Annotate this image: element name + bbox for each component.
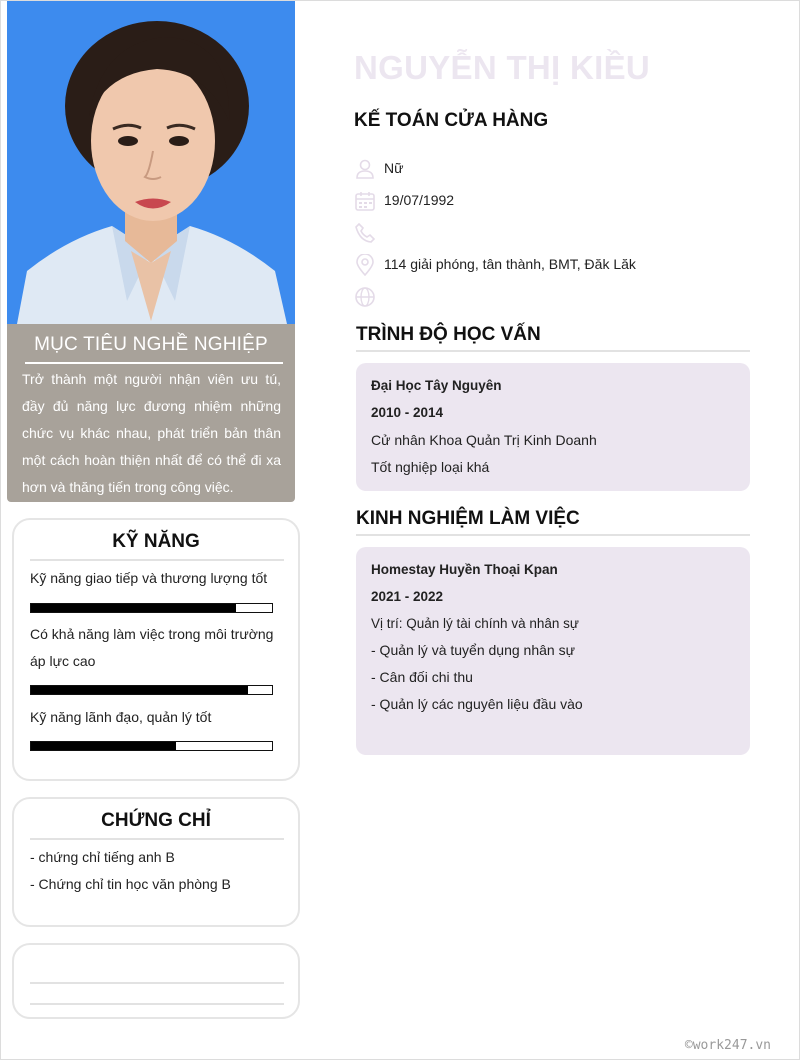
- gender-value: Nữ: [384, 160, 404, 176]
- skill-level-bar: [30, 603, 273, 613]
- skill-label: Kỹ năng giao tiếp và thương lượng tốt: [30, 570, 268, 586]
- watermark: ©work247.vn: [684, 1038, 771, 1053]
- divider: [356, 534, 750, 536]
- career-objective-title: MỤC TIÊU NGHỀ NGHIỆP: [34, 334, 268, 355]
- skill-label: Kỹ năng lãnh đạo, quản lý tốt: [30, 709, 212, 725]
- job-position: KẾ TOÁN CỬA HÀNG: [354, 110, 549, 131]
- education-card: [356, 363, 750, 491]
- skill-level-fill: [31, 604, 236, 612]
- calendar-icon: [354, 190, 376, 212]
- empty-section-box: [12, 943, 300, 1019]
- company-name: Homestay Huyền Thoại Kpan: [371, 562, 558, 577]
- divider: [30, 982, 284, 984]
- experience-card: [356, 547, 750, 755]
- profile-photo: [7, 1, 295, 324]
- experience-duty: - Quản lý và tuyển dụng nhân sự: [371, 642, 575, 658]
- skills-section: [12, 518, 300, 781]
- education-title: TRÌNH ĐỘ HỌC VẤN: [356, 324, 541, 345]
- experience-role: Vị trí: Quản lý tài chính và nhân sự: [371, 616, 579, 631]
- skill-level-fill: [31, 686, 248, 694]
- skill-level-bar: [30, 741, 273, 751]
- certificate-item: - chứng chỉ tiếng anh B: [30, 849, 175, 865]
- school-name: Đại Học Tây Nguyên: [371, 378, 502, 393]
- skill-level-bar: [30, 685, 273, 695]
- experience-duty: - Cân đối chi thu: [371, 669, 473, 685]
- certificates-title: CHỨNG CHỈ: [101, 810, 211, 831]
- map-pin-icon: [354, 254, 376, 276]
- skill-label: Có khả năng làm việc trong môi trường áp lực cao: [30, 626, 274, 669]
- user-icon: [354, 158, 376, 180]
- skills-title: KỸ NĂNG: [112, 531, 200, 552]
- divider: [25, 362, 283, 364]
- skill-level-fill: [31, 742, 176, 750]
- divider: [30, 1003, 284, 1005]
- experience-title: KINH NGHIỆM LÀM VIỆC: [356, 508, 580, 529]
- dob-value: 19/07/1992: [384, 192, 455, 208]
- certificate-item: - Chứng chỉ tin học văn phòng B: [30, 876, 231, 892]
- education-major: Cử nhân Khoa Quản Trị Kinh Doanh: [371, 432, 597, 448]
- divider: [356, 350, 750, 352]
- education-period: 2010 - 2014: [371, 405, 444, 420]
- certificates-section: [12, 797, 300, 927]
- experience-period: 2021 - 2022: [371, 589, 444, 604]
- career-objective-section: [7, 324, 295, 502]
- education-result: Tốt nghiệp loại khá: [371, 459, 490, 475]
- experience-duty: - Quản lý các nguyên liệu đầu vào: [371, 696, 583, 712]
- divider: [30, 559, 284, 561]
- phone-icon: [354, 222, 376, 244]
- candidate-name: NGUYỄN THỊ KIỀU: [354, 49, 651, 86]
- divider: [30, 838, 284, 840]
- globe-icon: [354, 286, 376, 308]
- address-value: 114 giải phóng, tân thành, BMT, Đăk Lăk: [384, 256, 636, 272]
- career-objective-text: Trở thành một người nhận viên ưu tú, đầy đủ năng lực đương nhiệm những chức vụ khác nhau, phát triển bản thân một cách hoàn thiện nhất để có thể đi xa hơn và thăng tiến trong công việc.: [22, 371, 281, 495]
